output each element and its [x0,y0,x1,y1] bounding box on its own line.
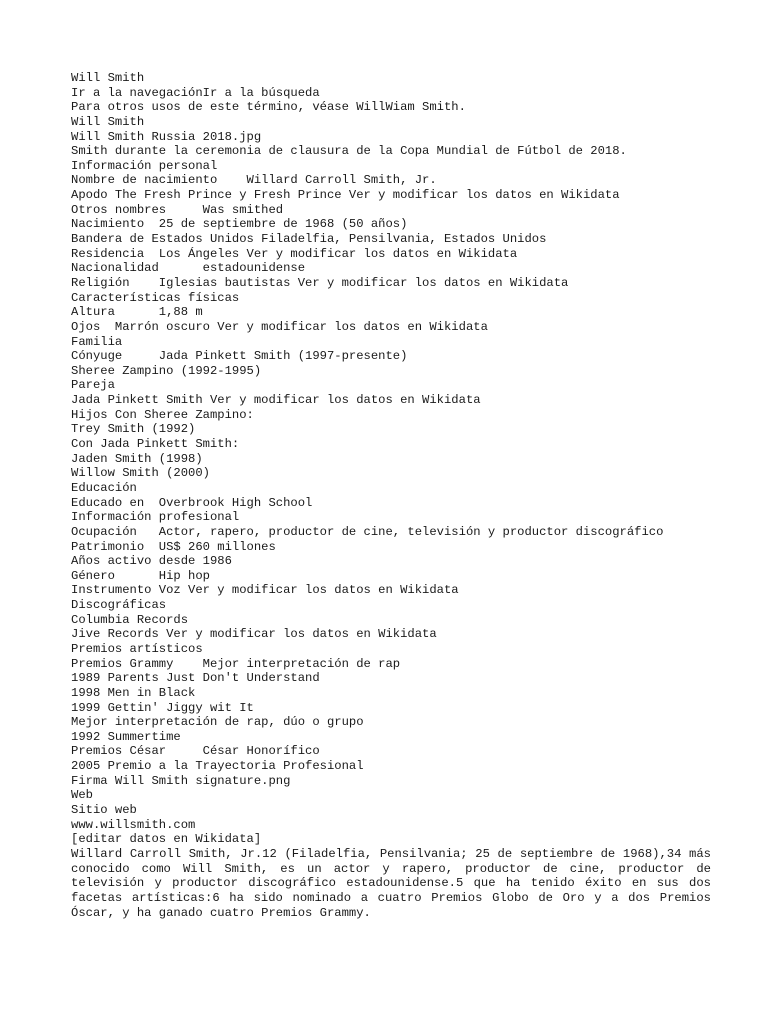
info-eyes: Ojos Marrón oscuro Ver y modificar los datos en Wikidata [71,319,488,334]
info-children: Hijos Con Sheree Zampino: [71,407,254,422]
info-years-active: Años activo desde 1986 [71,554,232,569]
section-personal-info: Información personal [71,158,218,173]
document-page [71,71,711,920]
section-education: Educación [71,480,137,495]
info-partner-label: Pareja [71,378,115,393]
info-labels-heading: Discográficas [71,598,167,613]
award-category-duo: Mejor interpretación de rap, dúo o grupo [71,715,364,730]
section-physical: Características físicas [71,290,240,305]
navigation-links: Ir a la navegaciónIr a la búsqueda [71,85,320,100]
article-title: Will Smith [71,71,145,85]
info-residence: Residencia Los Ángeles Ver y modificar los datos en Wikidata [71,246,518,261]
section-professional: Información profesional [71,510,240,525]
section-family: Familia [71,334,123,349]
info-child-2: Jaden Smith (1998) [71,451,203,466]
info-signature: Firma Will Smith signature.png [71,773,291,788]
infobox-name: Will Smith [71,114,145,129]
info-spouse: Cónyuge Jada Pinkett Smith (1997-presente) [71,349,408,364]
award-2005: 2005 Premio a la Trayectoria Profesional [71,759,364,774]
info-net-worth: Patrimonio US$ 260 millones [71,539,276,554]
info-spouse-2: Sheree Zampino (1992-1995) [71,363,262,378]
info-partner: Jada Pinkett Smith Ver y modificar los datos en Wikidata [71,393,481,408]
intro-paragraph: Willard Carroll Smith, Jr.12 (Filadelfia, Pensilvania; 25 de septiembre de 1968),34 más conocido como Will Smith, es un actor y rapero, productor de cine, productor de televisión y productor discográfico estadounidense.5 que ha tenido éxito en sus dos facetas artísticas:6 ha sido nominado a cuatro Premios Globo de Oro y a dos Premios Óscar, y ha ganado cuatro Premios Grammy. [71,846,711,920]
disambiguation-note: Para otros usos de este término, véase WillWiam Smith. [71,100,466,115]
image-filename: Will Smith Russia 2018.jpg [71,129,262,144]
award-1989: 1989 Parents Just Don't Understand [71,671,320,686]
info-educated-at: Educado en Overbrook High School [71,495,313,510]
info-other-names: Otros nombres Was smithed [71,202,284,217]
infobox-text [71,71,711,847]
website-link[interactable]: www.willsmith.com [71,817,196,832]
image-caption: Smith durante la ceremonia de clausura de la Copa Mundial de Fútbol de 2018. [71,144,627,159]
section-web: Web [71,788,93,803]
info-birthplace: Bandera de Estados Unidos Filadelfia, Pensilvania, Estados Unidos [71,232,547,247]
info-website-label: Sitio web [71,803,137,818]
info-religion: Religión Iglesias bautistas Ver y modificar los datos en Wikidata [71,275,569,290]
award-1992: 1992 Summertime [71,729,181,744]
info-children-2: Con Jada Pinkett Smith: [71,437,240,452]
info-label-1: Columbia Records [71,612,189,627]
award-grammy: Premios Grammy Mejor interpretación de rap [71,656,401,671]
section-awards: Premios artísticos [71,641,203,656]
info-birth-name: Nombre de nacimiento Willard Carroll Smith, Jr. [71,173,437,188]
info-nationality: Nacionalidad estadounidense [71,261,306,276]
info-genre: Género Hip hop [71,568,210,583]
award-1998: 1998 Men in Black [71,685,196,700]
award-cesar: Premios César César Honorífico [71,744,320,759]
info-height: Altura 1,88 m [71,305,203,320]
info-birth: Nacimiento 25 de septiembre de 1968 (50 años) [71,217,408,232]
info-instrument: Instrumento Voz Ver y modificar los datos en Wikidata [71,583,459,598]
info-label-2: Jive Records Ver y modificar los datos en Wikidata [71,627,437,642]
info-nickname: Apodo The Fresh Prince y Fresh Prince Ver y modificar los datos en Wikidata [71,188,620,203]
info-child-3: Willow Smith (2000) [71,466,210,481]
edit-wikidata-link[interactable]: [editar datos en Wikidata] [71,832,262,847]
info-occupation: Ocupación Actor, rapero, productor de cine, televisión y productor discográfico [71,524,664,539]
info-child-1: Trey Smith (1992) [71,422,196,437]
award-1999: 1999 Gettin' Jiggy wit It [71,700,254,715]
